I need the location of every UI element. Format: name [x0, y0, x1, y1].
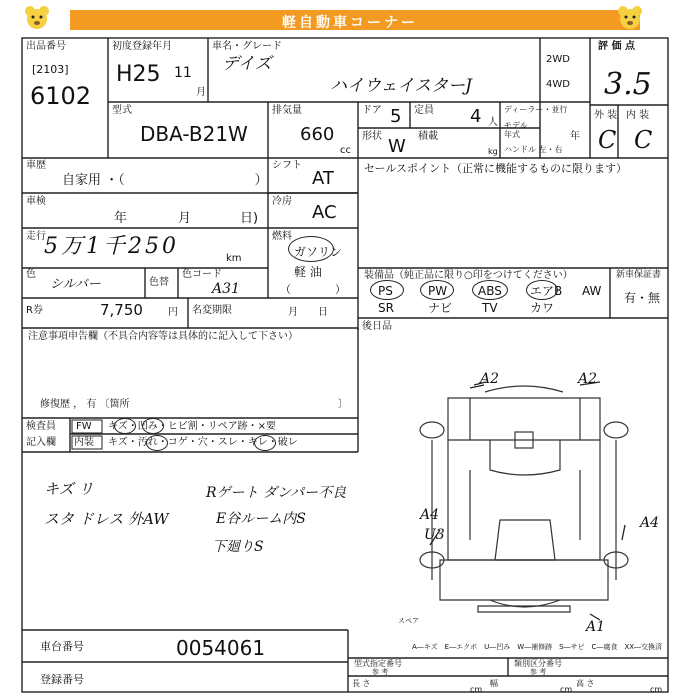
- car-grade: ハイウェイスターJ: [330, 76, 472, 96]
- mileage-value: 5万1千250: [44, 234, 179, 259]
- height-label: 高 さ: [576, 679, 595, 688]
- lot-code: [2103]: [32, 63, 69, 76]
- model-value: DBA-B21W: [140, 122, 248, 146]
- banner-title: 軽自動車コーナー: [282, 15, 418, 31]
- score-ext-label: 外 装: [594, 110, 618, 121]
- car-label: 車名・グレード: [212, 41, 282, 52]
- ac-value: AC: [312, 202, 337, 223]
- color-code: A31: [212, 281, 240, 297]
- mileage-unit: km: [226, 253, 242, 264]
- inspection-year: 年: [114, 211, 128, 226]
- interior-items: キズ・汚れ・コゲ・穴・スレ・キレ・破レ: [108, 437, 298, 448]
- equip-navi: ナビ: [428, 301, 453, 315]
- length-unit: cm: [470, 685, 483, 694]
- regno-label: 登録番号: [40, 673, 84, 686]
- fee-label: 名変期限: [192, 305, 232, 316]
- color-code-label: 色コード: [182, 269, 222, 280]
- chassis-value: 0054061: [176, 636, 266, 660]
- interior-label: 内装: [74, 437, 94, 448]
- height-unit: cm: [650, 685, 663, 694]
- fuel-paren: （ ）: [280, 283, 346, 296]
- score-value: 3.5: [604, 67, 652, 102]
- history-value: 自家用 ・（ ）: [62, 173, 268, 188]
- inspection-label: 車検: [26, 196, 46, 207]
- sales-label: セールスポイント（正常に機能するものに限ります）: [364, 162, 628, 175]
- model-year-label: モデル 年式: [504, 121, 528, 139]
- color-label: 色: [26, 269, 36, 280]
- handle-label: ハンドル 左・右: [504, 145, 563, 154]
- width-label: 幅: [490, 679, 498, 688]
- drive-2wd: 2WD: [546, 54, 570, 65]
- recycle-label: R券: [26, 305, 43, 316]
- ac-label: 冷房: [272, 196, 292, 207]
- reg-month-unit: 月: [196, 87, 206, 98]
- doors-value: 5: [390, 106, 402, 127]
- new-cert-value: 有・無: [624, 291, 661, 305]
- damage-mark: A2: [578, 371, 598, 387]
- fuel-label: 燃料: [272, 231, 292, 242]
- load-label: 積載: [418, 131, 438, 142]
- lot-label: 出品番号: [26, 41, 66, 52]
- mileage-label: 走行: [26, 231, 46, 242]
- recycle-value: 7,750: [100, 301, 143, 319]
- damage-mark: A4: [420, 507, 440, 523]
- type-sub: 参 考: [372, 668, 389, 676]
- equip-tv: TV: [482, 301, 498, 315]
- damage-mark: A2: [480, 371, 500, 387]
- body-label: 形状: [362, 131, 382, 142]
- fee-unit: 月 日: [288, 307, 328, 318]
- spare-label: スペア: [398, 617, 419, 625]
- handnote-l1: キズ リ: [44, 480, 94, 498]
- displacement-unit: cc: [340, 145, 351, 156]
- equip-aw: AW: [582, 284, 602, 298]
- capacity-label: 定員: [414, 105, 434, 116]
- year-unit: 年: [570, 131, 580, 142]
- handnote-r2: E谷ルーム内S: [216, 511, 306, 527]
- shift-value: AT: [312, 168, 334, 189]
- color-change-label: 色替: [149, 277, 169, 288]
- score-ext: C: [598, 126, 617, 154]
- fw-items: キズ・凹み・ヒビ割・リペア跡・×要: [108, 421, 276, 432]
- equip-leather: カワ: [530, 301, 555, 315]
- equip-label: 装備品（純正品に限り○印をつけてください）: [364, 270, 573, 281]
- reg-label: 初度登録年月: [112, 41, 172, 52]
- checker-label2: 記入欄: [26, 437, 56, 448]
- shift-label: シフト: [272, 160, 302, 171]
- equip-airbag: エアB: [530, 284, 563, 298]
- damage-mark: A1: [586, 619, 606, 635]
- handnote-r3: 下廻りS: [212, 539, 264, 555]
- equip-ps: PS: [378, 284, 393, 298]
- drive-4wd: 4WD: [546, 79, 570, 90]
- chassis-label: 車台番号: [40, 640, 84, 653]
- inspection-day: 日): [240, 211, 259, 226]
- reg-era: H25: [116, 62, 161, 87]
- load-unit: kg: [488, 147, 498, 156]
- displacement-label: 排気量: [272, 105, 302, 116]
- color-value: シルバー: [50, 277, 101, 292]
- inspection-month: 月: [178, 211, 192, 226]
- rear-seat-label: 後日品: [362, 321, 392, 332]
- equip-pw: PW: [428, 284, 448, 298]
- reg-month: 11: [174, 65, 192, 81]
- lot-number: 6102: [30, 82, 92, 110]
- equip-sr: SR: [378, 301, 394, 315]
- width-unit: cm: [560, 685, 573, 694]
- type-label: 型式指定番号: [354, 659, 402, 668]
- doors-label: ドア: [362, 105, 382, 116]
- score-int: C: [634, 126, 653, 154]
- equip-abs: ABS: [478, 284, 502, 298]
- damage-mark: A4: [640, 515, 660, 531]
- capacity-value: 4: [470, 106, 482, 127]
- displacement-value: 660: [300, 124, 335, 145]
- fuel-diesel: 軽 油: [294, 265, 322, 279]
- car-name: デイズ: [222, 54, 272, 74]
- repair-label: 修復歴 ， 有 〔箇所: [40, 399, 130, 410]
- model-label: 型式: [112, 105, 132, 116]
- fuel-gasoline: ガソリン: [294, 245, 343, 259]
- repair-close: 〕: [338, 399, 348, 410]
- fw-label: FW: [76, 421, 92, 432]
- damage-mark: U3: [424, 527, 445, 543]
- history-label: 車歴: [26, 160, 46, 171]
- body-value: W: [388, 136, 406, 157]
- cat-sub: 参 考: [530, 668, 547, 676]
- new-cert-label: 新車保証書: [616, 270, 662, 280]
- capacity-unit: 人: [488, 117, 498, 128]
- recycle-unit: 円: [168, 307, 178, 318]
- handnote-r1: Rゲート ダンパー不良: [206, 485, 347, 501]
- diagram-legend: A―キズ E―エクボ U―凹み W―補修跡 S―サビ C―腐食 XX―交換済: [412, 643, 663, 651]
- notes-label: 注意事項申告欄（不具合内容等は具体的に記入して下さい）: [28, 331, 298, 342]
- score-label: 評 価 点: [598, 41, 635, 52]
- handnote-l2: スタ ドレス 外AW: [44, 510, 169, 528]
- score-int-label: 内 装: [626, 110, 650, 121]
- dealer-label: ディーラー・並行: [504, 105, 568, 114]
- cat-label: 類別区分番号: [514, 659, 562, 668]
- checker-label: 検査員: [26, 421, 56, 432]
- length-label: 長 さ: [352, 679, 371, 688]
